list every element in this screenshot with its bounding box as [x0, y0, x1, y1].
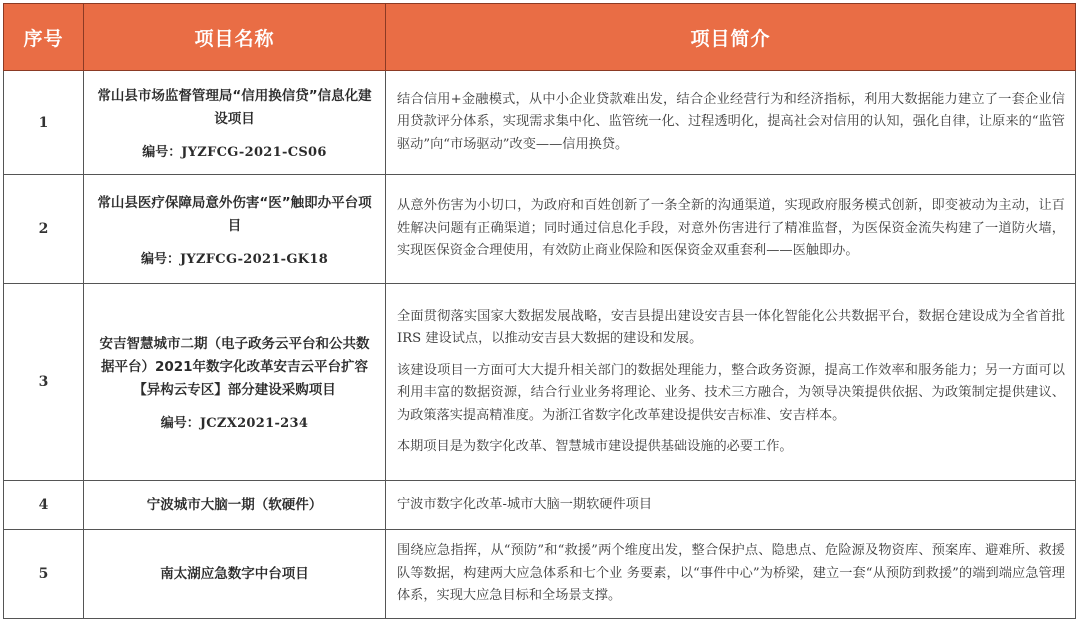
- project-desc-paragraph: 该建设项目一方面可大大提升相关部门的数据处理能力，整合政务资源，提高工作效率和服务能力；另一方面可以利用丰富的数据资源，结合行业业务将理论、业务、技术三方融合，为领导决策提供依据、为政策制定提供建议、为政策落实提高精准度。为浙江省数字化改革建设提供安吉标准、安吉样本。: [397, 362, 1065, 423]
- project-desc-paragraph: 全面贯彻落实国家大数据发展战略，安吉县提出建设安吉县一体化智能化公共数据平台，数据仓建设成为全省首批 IRS 建设试点，以推动安吉县大数据的建设和发展。: [397, 308, 1065, 346]
- row-number: 4: [4, 481, 84, 530]
- table-row: [4, 71, 1076, 175]
- project-code-label: 编号：: [160, 416, 200, 431]
- project-name: 安吉智慧城市二期（电子政务云平台和公共数据平台）2021年数字化改革安吉云平台扩容【异构云专区】部分建设采购项目: [99, 336, 370, 398]
- project-desc-cell: [386, 175, 1076, 284]
- table-header: [4, 4, 1076, 71]
- project-desc-paragraph: 本期项目是为数字化改革、智慧城市建设提供基础设施的必要工作。: [397, 439, 793, 454]
- projects-table: [3, 3, 1076, 619]
- row-number: 2: [4, 175, 84, 284]
- project-name-cell: [84, 175, 386, 284]
- project-desc-paragraph: 围绕应急指挥，从“预防”和“救援”两个维度出发，整合保护点、隐患点、危险源及物资库、预案库、避难所、救援队等数据，构建两大应急体系和七个业 务要素，以“事件中心”为桥梁，建立一套“从预防到救援”的端到端应急管理体系，实现大应急目标和全场景支撑。: [397, 543, 1065, 604]
- project-code: [96, 412, 373, 431]
- table-row: [4, 175, 1076, 284]
- project-name-cell: [84, 530, 386, 619]
- project-desc-paragraph: 结合信用+金融模式，从中小企业贷款难出发，结合企业经营行为和经济指标，利用大数据能力建立了一套企业信用贷款评分体系，实现需求集中化、监管统一化、过程透明化，提高社会对信用的认知，强化自律，让原来的“监管驱动”向“市场驱动”改变——信用换贷。: [397, 91, 1065, 152]
- project-name-cell: [84, 71, 386, 175]
- project-name: 常山县医疗保障局意外伤害“医”触即办平台项目: [97, 194, 372, 234]
- project-code-label: 编号：: [140, 251, 180, 267]
- project-code-value: JYZFCG-2021-CS06: [181, 145, 327, 160]
- project-code-value: JCZX2021-234: [199, 416, 309, 431]
- project-desc-cell: [386, 71, 1076, 175]
- project-name: 常山县市场监督管理局“信用换信贷”信息化建设项目: [97, 88, 372, 127]
- project-desc-cell: [386, 530, 1076, 619]
- project-name-cell: [84, 481, 386, 530]
- table-row: [4, 481, 1076, 530]
- project-name: 宁波城市大脑一期（软硬件）: [146, 496, 323, 513]
- project-desc-paragraph: 从意外伤害为小切口，为政府和百姓创新了一条全新的沟通渠道，实现政府服务模式创新，即变被动为主动，让百姓解决问题有正确渠道；同时通过信息化手段，对意外伤害进行了精准监督，为医保资金流失构建了一道防火墙，实现医保资金合理使用，有效防止商业保险和医保资金双重套利——医触即办。: [397, 198, 1065, 259]
- header-desc: 项目简介: [386, 4, 1076, 71]
- row-number: 5: [4, 530, 84, 619]
- project-name: 南太湖应急数字中台项目: [160, 565, 309, 582]
- project-code: [96, 248, 373, 267]
- project-desc-cell: [386, 481, 1076, 530]
- project-desc-paragraph: 宁波市数字化改革-城市大脑一期软硬件项目: [397, 496, 653, 512]
- header-no: 序号: [4, 4, 84, 71]
- header-name: 项目名称: [84, 4, 386, 71]
- project-name-cell: [84, 284, 386, 481]
- table-row: [4, 530, 1076, 619]
- project-code: [96, 141, 373, 160]
- table-row: [4, 284, 1076, 481]
- project-desc-cell: [386, 284, 1076, 481]
- project-code-value: JYZFCG-2021-GK18: [179, 251, 329, 267]
- row-number: 1: [4, 71, 84, 175]
- row-number: 3: [4, 284, 84, 481]
- project-code-label: 编号：: [142, 145, 182, 160]
